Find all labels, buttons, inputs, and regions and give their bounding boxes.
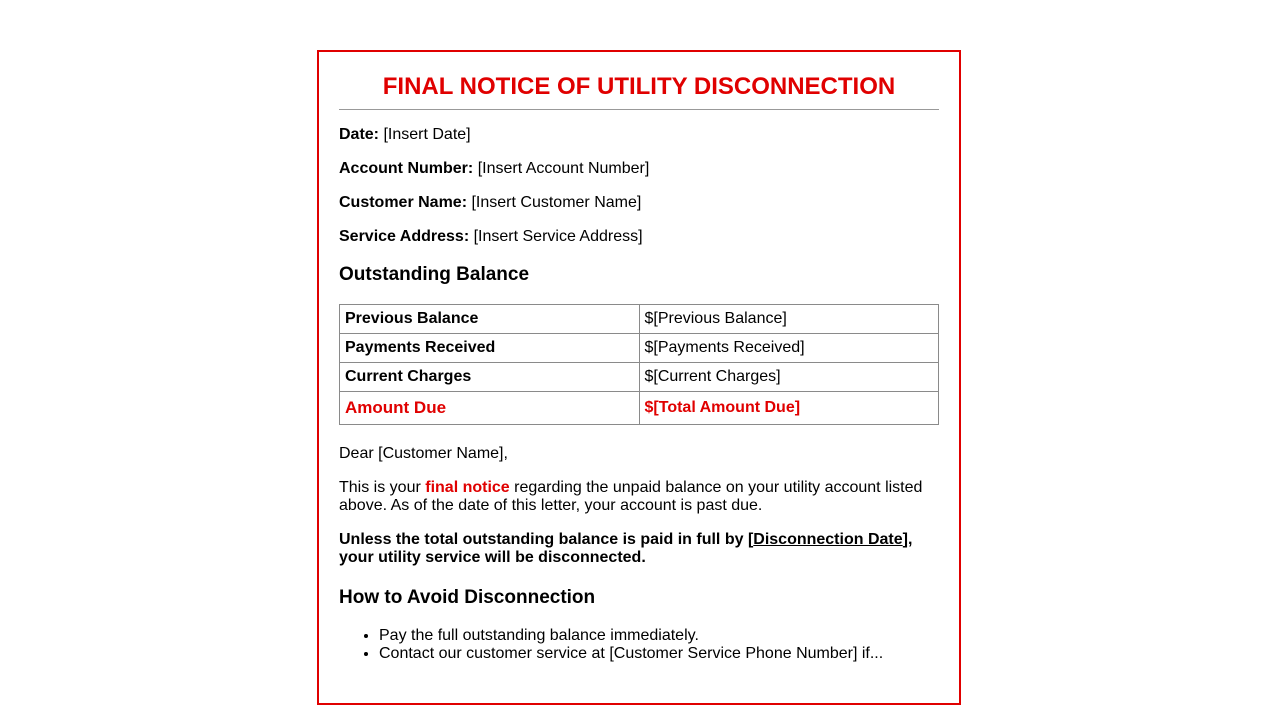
service-address-field <box>339 228 939 246</box>
disconnection-warning <box>339 531 939 567</box>
payments-received-value: $[Payments Received] <box>639 334 939 363</box>
intro-before: This is your <box>339 479 426 496</box>
amount-due-value: $[Total Amount Due] <box>639 392 939 425</box>
notice-title: FINAL NOTICE OF UTILITY DISCONNECTION <box>382 73 896 100</box>
intro-after: regarding the unpaid balance on your utility account listed above. As of the date of this letter, your account is past due. <box>339 479 923 514</box>
outstanding-balance-heading: Outstanding Balance <box>339 264 530 285</box>
salutation: Dear [Customer Name], <box>339 445 508 462</box>
table-row <box>340 334 939 363</box>
customer-name-value: [Insert Customer Name] <box>471 194 642 211</box>
customer-name-field <box>339 194 939 212</box>
table-row <box>340 363 939 392</box>
service-address-label: Service Address: <box>339 228 470 245</box>
account-number-label: Account Number: <box>339 160 474 177</box>
account-number-field <box>339 160 939 178</box>
date-label: Date: <box>339 126 380 143</box>
final-notice-highlight: final notice <box>425 479 510 496</box>
account-number-value: [Insert Account Number] <box>477 160 650 177</box>
previous-balance-value: $[Previous Balance] <box>639 305 939 334</box>
final-notice-document <box>317 50 961 705</box>
avoid-list <box>339 627 939 663</box>
amount-due-row <box>340 392 939 425</box>
list-item: • Contact our customer service at [Customer Service Phone Number] if... <box>379 645 939 663</box>
warning-before: Unless the total outstanding balance is paid in full by [ <box>339 531 754 548</box>
customer-name-label: Customer Name: <box>339 194 468 211</box>
payments-received-label: Payments Received <box>340 334 640 363</box>
title-divider <box>339 109 939 110</box>
current-charges-label: Current Charges <box>340 363 640 392</box>
previous-balance-label: Previous Balance <box>340 305 640 334</box>
service-address-value: [Insert Service Address] <box>473 228 643 245</box>
list-item: • Pay the full outstanding balance immediately. <box>379 627 939 645</box>
warning-after: ], your utility service will be disconnected. <box>339 531 913 566</box>
amount-due-label: Amount Due <box>340 392 640 425</box>
disconnection-date: Disconnection Date <box>753 531 903 548</box>
current-charges-value: $[Current Charges] <box>639 363 939 392</box>
date-value: [Insert Date] <box>383 126 471 143</box>
intro-paragraph <box>339 479 939 515</box>
table-row <box>340 305 939 334</box>
balance-table <box>339 304 939 425</box>
date-field <box>339 126 939 144</box>
how-to-avoid-heading: How to Avoid Disconnection <box>339 587 596 608</box>
